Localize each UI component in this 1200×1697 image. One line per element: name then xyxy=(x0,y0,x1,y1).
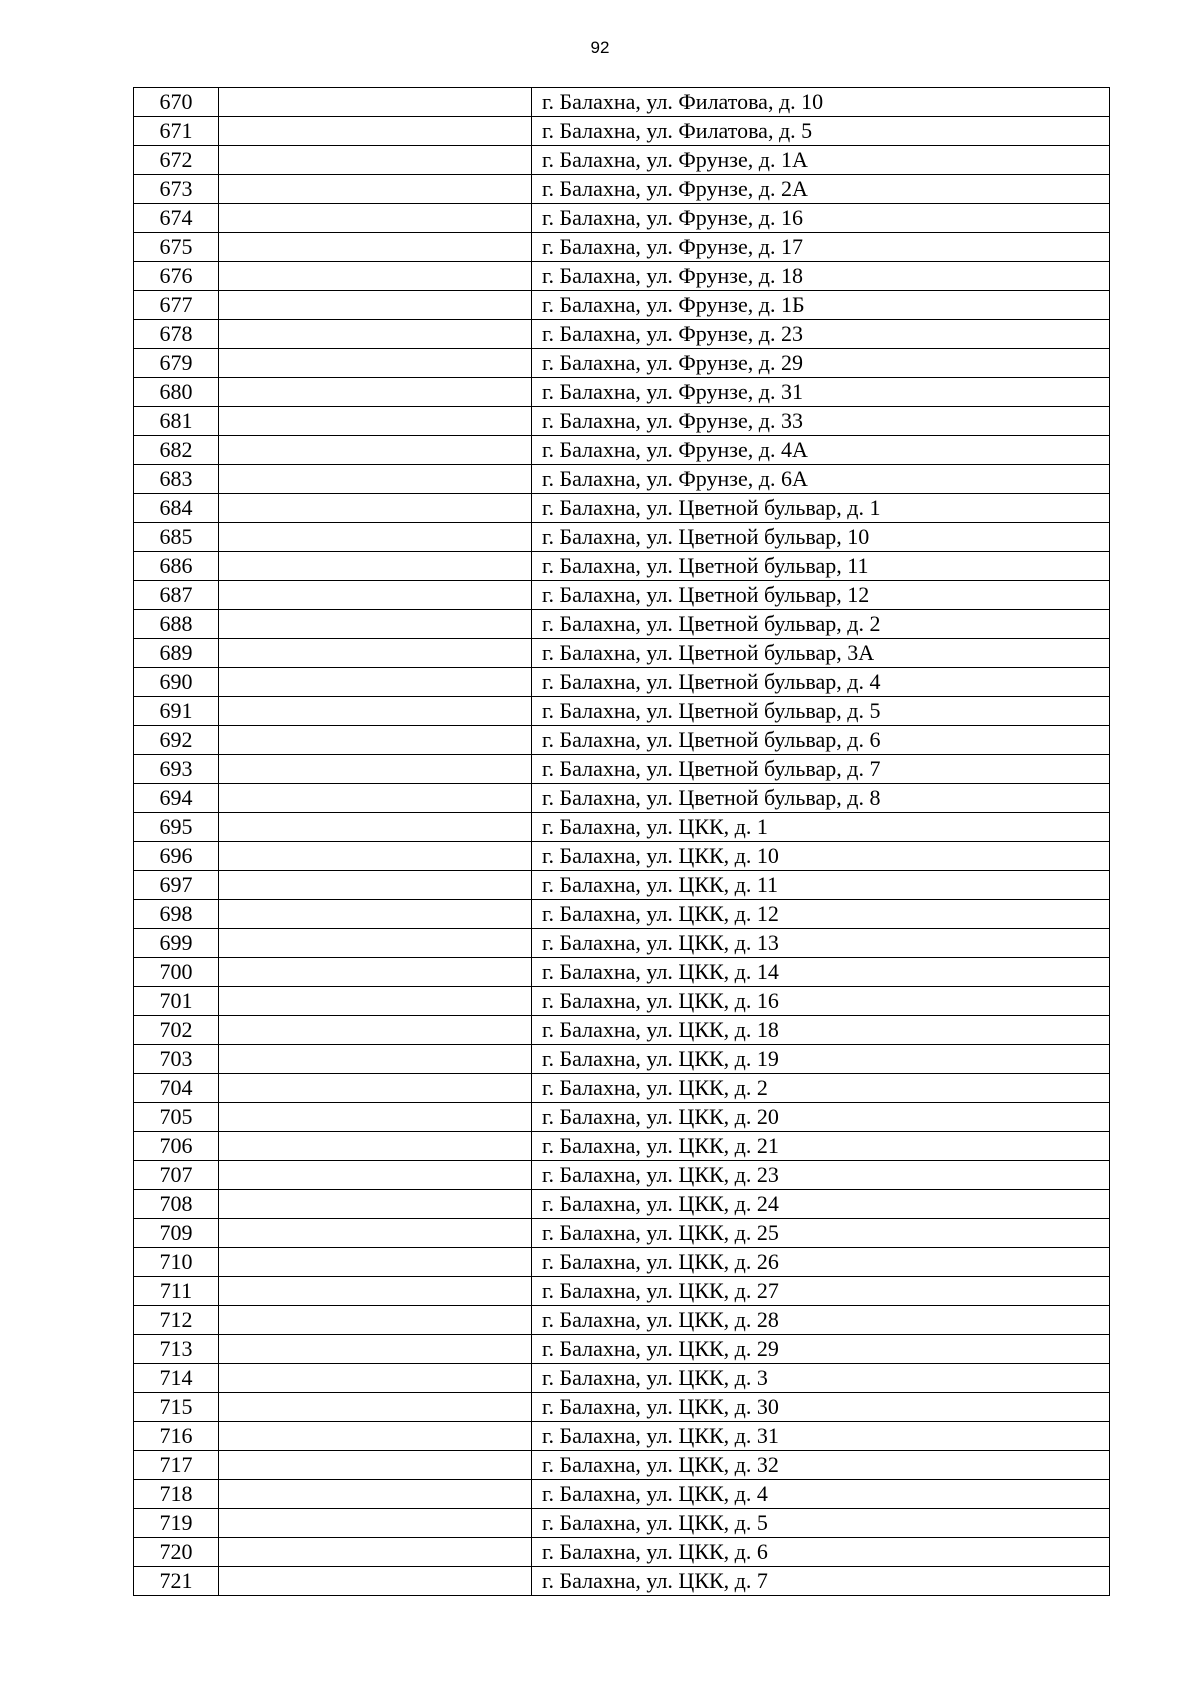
row-number-cell: 721 xyxy=(134,1567,219,1596)
row-number-cell: 705 xyxy=(134,1103,219,1132)
table-row xyxy=(134,871,1110,900)
row-number-cell: 709 xyxy=(134,1219,219,1248)
table-row xyxy=(134,1364,1110,1393)
table-row xyxy=(134,523,1110,552)
address-cell: г. Балахна, ул. Филатова, д. 5 xyxy=(532,117,1110,146)
row-number-cell: 683 xyxy=(134,465,219,494)
empty-cell xyxy=(219,407,532,436)
address-cell: г. Балахна, ул. ЦКК, д. 24 xyxy=(532,1190,1110,1219)
empty-cell xyxy=(219,929,532,958)
address-cell: г. Балахна, ул. Фрунзе, д. 2А xyxy=(532,175,1110,204)
empty-cell xyxy=(219,146,532,175)
address-cell: г. Балахна, ул. ЦКК, д. 30 xyxy=(532,1393,1110,1422)
empty-cell xyxy=(219,697,532,726)
table-row xyxy=(134,1393,1110,1422)
row-number-cell: 684 xyxy=(134,494,219,523)
table-row xyxy=(134,1248,1110,1277)
row-number-cell: 690 xyxy=(134,668,219,697)
row-number-cell: 720 xyxy=(134,1538,219,1567)
address-cell: г. Балахна, ул. ЦКК, д. 16 xyxy=(532,987,1110,1016)
address-table xyxy=(133,87,1110,1596)
row-number-cell: 677 xyxy=(134,291,219,320)
row-number-cell: 698 xyxy=(134,900,219,929)
row-number-cell: 715 xyxy=(134,1393,219,1422)
table-row xyxy=(134,552,1110,581)
address-cell: г. Балахна, ул. Фрунзе, д. 6А xyxy=(532,465,1110,494)
row-number-cell: 676 xyxy=(134,262,219,291)
row-number-cell: 699 xyxy=(134,929,219,958)
row-number-cell: 681 xyxy=(134,407,219,436)
row-number-cell: 700 xyxy=(134,958,219,987)
empty-cell xyxy=(219,204,532,233)
row-number-cell: 674 xyxy=(134,204,219,233)
address-cell: г. Балахна, ул. Цветной бульвар, 10 xyxy=(532,523,1110,552)
address-cell: г. Балахна, ул. ЦКК, д. 2 xyxy=(532,1074,1110,1103)
address-cell: г. Балахна, ул. ЦКК, д. 31 xyxy=(532,1422,1110,1451)
table-row xyxy=(134,378,1110,407)
empty-cell xyxy=(219,1190,532,1219)
table-row xyxy=(134,1132,1110,1161)
empty-cell xyxy=(219,436,532,465)
address-cell: г. Балахна, ул. ЦКК, д. 25 xyxy=(532,1219,1110,1248)
row-number-cell: 670 xyxy=(134,88,219,117)
table-row xyxy=(134,175,1110,204)
empty-cell xyxy=(219,1248,532,1277)
table-row xyxy=(134,755,1110,784)
empty-cell xyxy=(219,1277,532,1306)
empty-cell xyxy=(219,349,532,378)
row-number-cell: 711 xyxy=(134,1277,219,1306)
table-row xyxy=(134,639,1110,668)
table-row xyxy=(134,494,1110,523)
table-row xyxy=(134,842,1110,871)
table-row xyxy=(134,784,1110,813)
address-cell: г. Балахна, ул. Фрунзе, д. 29 xyxy=(532,349,1110,378)
empty-cell xyxy=(219,668,532,697)
empty-cell xyxy=(219,233,532,262)
table-row xyxy=(134,668,1110,697)
row-number-cell: 695 xyxy=(134,813,219,842)
empty-cell xyxy=(219,1509,532,1538)
address-table-body xyxy=(134,88,1110,1596)
page-number: 92 xyxy=(590,38,610,57)
empty-cell xyxy=(219,1074,532,1103)
empty-cell xyxy=(219,842,532,871)
address-cell: г. Балахна, ул. ЦКК, д. 27 xyxy=(532,1277,1110,1306)
table-row xyxy=(134,1306,1110,1335)
address-cell: г. Балахна, ул. ЦКК, д. 32 xyxy=(532,1451,1110,1480)
table-row xyxy=(134,117,1110,146)
table-row xyxy=(134,349,1110,378)
address-cell: г. Балахна, ул. Фрунзе, д. 31 xyxy=(532,378,1110,407)
empty-cell xyxy=(219,1567,532,1596)
row-number-cell: 680 xyxy=(134,378,219,407)
row-number-cell: 693 xyxy=(134,755,219,784)
empty-cell xyxy=(219,1016,532,1045)
row-number-cell: 701 xyxy=(134,987,219,1016)
table-row xyxy=(134,436,1110,465)
address-cell: г. Балахна, ул. Фрунзе, д. 1Б xyxy=(532,291,1110,320)
table-row xyxy=(134,1480,1110,1509)
row-number-cell: 703 xyxy=(134,1045,219,1074)
row-number-cell: 692 xyxy=(134,726,219,755)
address-cell: г. Балахна, ул. Цветной бульвар, д. 5 xyxy=(532,697,1110,726)
row-number-cell: 719 xyxy=(134,1509,219,1538)
address-cell: г. Балахна, ул. ЦКК, д. 21 xyxy=(532,1132,1110,1161)
address-cell: г. Балахна, ул. Фрунзе, д. 16 xyxy=(532,204,1110,233)
table-row xyxy=(134,407,1110,436)
row-number-cell: 691 xyxy=(134,697,219,726)
table-row xyxy=(134,465,1110,494)
address-cell: г. Балахна, ул. Цветной бульвар, д. 4 xyxy=(532,668,1110,697)
table-row xyxy=(134,1335,1110,1364)
address-cell: г. Балахна, ул. ЦКК, д. 18 xyxy=(532,1016,1110,1045)
empty-cell xyxy=(219,987,532,1016)
address-cell: г. Балахна, ул. Фрунзе, д. 4А xyxy=(532,436,1110,465)
empty-cell xyxy=(219,552,532,581)
empty-cell xyxy=(219,639,532,668)
row-number-cell: 673 xyxy=(134,175,219,204)
address-cell: г. Балахна, ул. ЦКК, д. 4 xyxy=(532,1480,1110,1509)
address-cell: г. Балахна, ул. ЦКК, д. 28 xyxy=(532,1306,1110,1335)
row-number-cell: 714 xyxy=(134,1364,219,1393)
table-row xyxy=(134,1219,1110,1248)
row-number-cell: 704 xyxy=(134,1074,219,1103)
empty-cell xyxy=(219,320,532,349)
empty-cell xyxy=(219,755,532,784)
table-row xyxy=(134,1567,1110,1596)
address-cell: г. Балахна, ул. ЦКК, д. 1 xyxy=(532,813,1110,842)
address-cell: г. Балахна, ул. ЦКК, д. 29 xyxy=(532,1335,1110,1364)
row-number-cell: 717 xyxy=(134,1451,219,1480)
address-cell: г. Балахна, ул. ЦКК, д. 3 xyxy=(532,1364,1110,1393)
empty-cell xyxy=(219,784,532,813)
address-cell: г. Балахна, ул. ЦКК, д. 12 xyxy=(532,900,1110,929)
row-number-cell: 686 xyxy=(134,552,219,581)
empty-cell xyxy=(219,1538,532,1567)
row-number-cell: 678 xyxy=(134,320,219,349)
address-cell: г. Балахна, ул. ЦКК, д. 7 xyxy=(532,1567,1110,1596)
row-number-cell: 689 xyxy=(134,639,219,668)
table-row xyxy=(134,726,1110,755)
empty-cell xyxy=(219,1451,532,1480)
row-number-cell: 713 xyxy=(134,1335,219,1364)
address-cell: г. Балахна, ул. ЦКК, д. 5 xyxy=(532,1509,1110,1538)
row-number-cell: 702 xyxy=(134,1016,219,1045)
row-number-cell: 685 xyxy=(134,523,219,552)
address-cell: г. Балахна, ул. Цветной бульвар, д. 8 xyxy=(532,784,1110,813)
empty-cell xyxy=(219,1480,532,1509)
empty-cell xyxy=(219,1393,532,1422)
empty-cell xyxy=(219,1364,532,1393)
empty-cell xyxy=(219,1103,532,1132)
empty-cell xyxy=(219,1422,532,1451)
empty-cell xyxy=(219,465,532,494)
table-row xyxy=(134,146,1110,175)
row-number-cell: 694 xyxy=(134,784,219,813)
table-row xyxy=(134,1190,1110,1219)
row-number-cell: 718 xyxy=(134,1480,219,1509)
address-cell: г. Балахна, ул. ЦКК, д. 11 xyxy=(532,871,1110,900)
table-row xyxy=(134,813,1110,842)
empty-cell xyxy=(219,1045,532,1074)
table-row xyxy=(134,1277,1110,1306)
table-row xyxy=(134,1451,1110,1480)
empty-cell xyxy=(219,581,532,610)
row-number-cell: 707 xyxy=(134,1161,219,1190)
table-row xyxy=(134,1016,1110,1045)
row-number-cell: 710 xyxy=(134,1248,219,1277)
table-row xyxy=(134,262,1110,291)
row-number-cell: 697 xyxy=(134,871,219,900)
address-cell: г. Балахна, ул. Фрунзе, д. 18 xyxy=(532,262,1110,291)
table-row xyxy=(134,610,1110,639)
empty-cell xyxy=(219,726,532,755)
address-cell: г. Балахна, ул. ЦКК, д. 23 xyxy=(532,1161,1110,1190)
row-number-cell: 672 xyxy=(134,146,219,175)
table-row xyxy=(134,1422,1110,1451)
row-number-cell: 675 xyxy=(134,233,219,262)
row-number-cell: 716 xyxy=(134,1422,219,1451)
address-cell: г. Балахна, ул. ЦКК, д. 14 xyxy=(532,958,1110,987)
empty-cell xyxy=(219,378,532,407)
row-number-cell: 706 xyxy=(134,1132,219,1161)
empty-cell xyxy=(219,1161,532,1190)
table-row xyxy=(134,987,1110,1016)
address-cell: г. Балахна, ул. Филатова, д. 10 xyxy=(532,88,1110,117)
row-number-cell: 712 xyxy=(134,1306,219,1335)
table-row xyxy=(134,1074,1110,1103)
address-cell: г. Балахна, ул. Цветной бульвар, 3А xyxy=(532,639,1110,668)
table-row xyxy=(134,581,1110,610)
table-row xyxy=(134,1103,1110,1132)
empty-cell xyxy=(219,523,532,552)
table-row xyxy=(134,204,1110,233)
row-number-cell: 708 xyxy=(134,1190,219,1219)
address-cell: г. Балахна, ул. ЦКК, д. 13 xyxy=(532,929,1110,958)
address-cell: г. Балахна, ул. Цветной бульвар, д. 7 xyxy=(532,755,1110,784)
address-cell: г. Балахна, ул. Фрунзе, д. 33 xyxy=(532,407,1110,436)
table-row xyxy=(134,1538,1110,1567)
row-number-cell: 682 xyxy=(134,436,219,465)
empty-cell xyxy=(219,117,532,146)
table-row xyxy=(134,958,1110,987)
row-number-cell: 679 xyxy=(134,349,219,378)
empty-cell xyxy=(219,262,532,291)
address-cell: г. Балахна, ул. Цветной бульвар, 11 xyxy=(532,552,1110,581)
empty-cell xyxy=(219,813,532,842)
address-cell: г. Балахна, ул. Цветной бульвар, д. 1 xyxy=(532,494,1110,523)
address-cell: г. Балахна, ул. Цветной бульвар, д. 2 xyxy=(532,610,1110,639)
address-cell: г. Балахна, ул. Фрунзе, д. 23 xyxy=(532,320,1110,349)
table-row xyxy=(134,929,1110,958)
address-cell: г. Балахна, ул. ЦКК, д. 10 xyxy=(532,842,1110,871)
table-row xyxy=(134,291,1110,320)
row-number-cell: 688 xyxy=(134,610,219,639)
empty-cell xyxy=(219,175,532,204)
row-number-cell: 696 xyxy=(134,842,219,871)
address-cell: г. Балахна, ул. ЦКК, д. 19 xyxy=(532,1045,1110,1074)
address-cell: г. Балахна, ул. ЦКК, д. 20 xyxy=(532,1103,1110,1132)
empty-cell xyxy=(219,88,532,117)
empty-cell xyxy=(219,871,532,900)
empty-cell xyxy=(219,1335,532,1364)
table-row xyxy=(134,233,1110,262)
address-cell: г. Балахна, ул. Цветной бульвар, 12 xyxy=(532,581,1110,610)
row-number-cell: 671 xyxy=(134,117,219,146)
empty-cell xyxy=(219,610,532,639)
empty-cell xyxy=(219,494,532,523)
table-row xyxy=(134,1161,1110,1190)
empty-cell xyxy=(219,1306,532,1335)
empty-cell xyxy=(219,958,532,987)
table-row xyxy=(134,1509,1110,1538)
empty-cell xyxy=(219,1132,532,1161)
address-cell: г. Балахна, ул. ЦКК, д. 6 xyxy=(532,1538,1110,1567)
table-row xyxy=(134,1045,1110,1074)
empty-cell xyxy=(219,291,532,320)
address-cell: г. Балахна, ул. ЦКК, д. 26 xyxy=(532,1248,1110,1277)
address-cell: г. Балахна, ул. Фрунзе, д. 1А xyxy=(532,146,1110,175)
table-row xyxy=(134,88,1110,117)
empty-cell xyxy=(219,1219,532,1248)
table-row xyxy=(134,900,1110,929)
address-cell: г. Балахна, ул. Фрунзе, д. 17 xyxy=(532,233,1110,262)
table-row xyxy=(134,320,1110,349)
address-cell: г. Балахна, ул. Цветной бульвар, д. 6 xyxy=(532,726,1110,755)
table-row xyxy=(134,697,1110,726)
empty-cell xyxy=(219,900,532,929)
row-number-cell: 687 xyxy=(134,581,219,610)
